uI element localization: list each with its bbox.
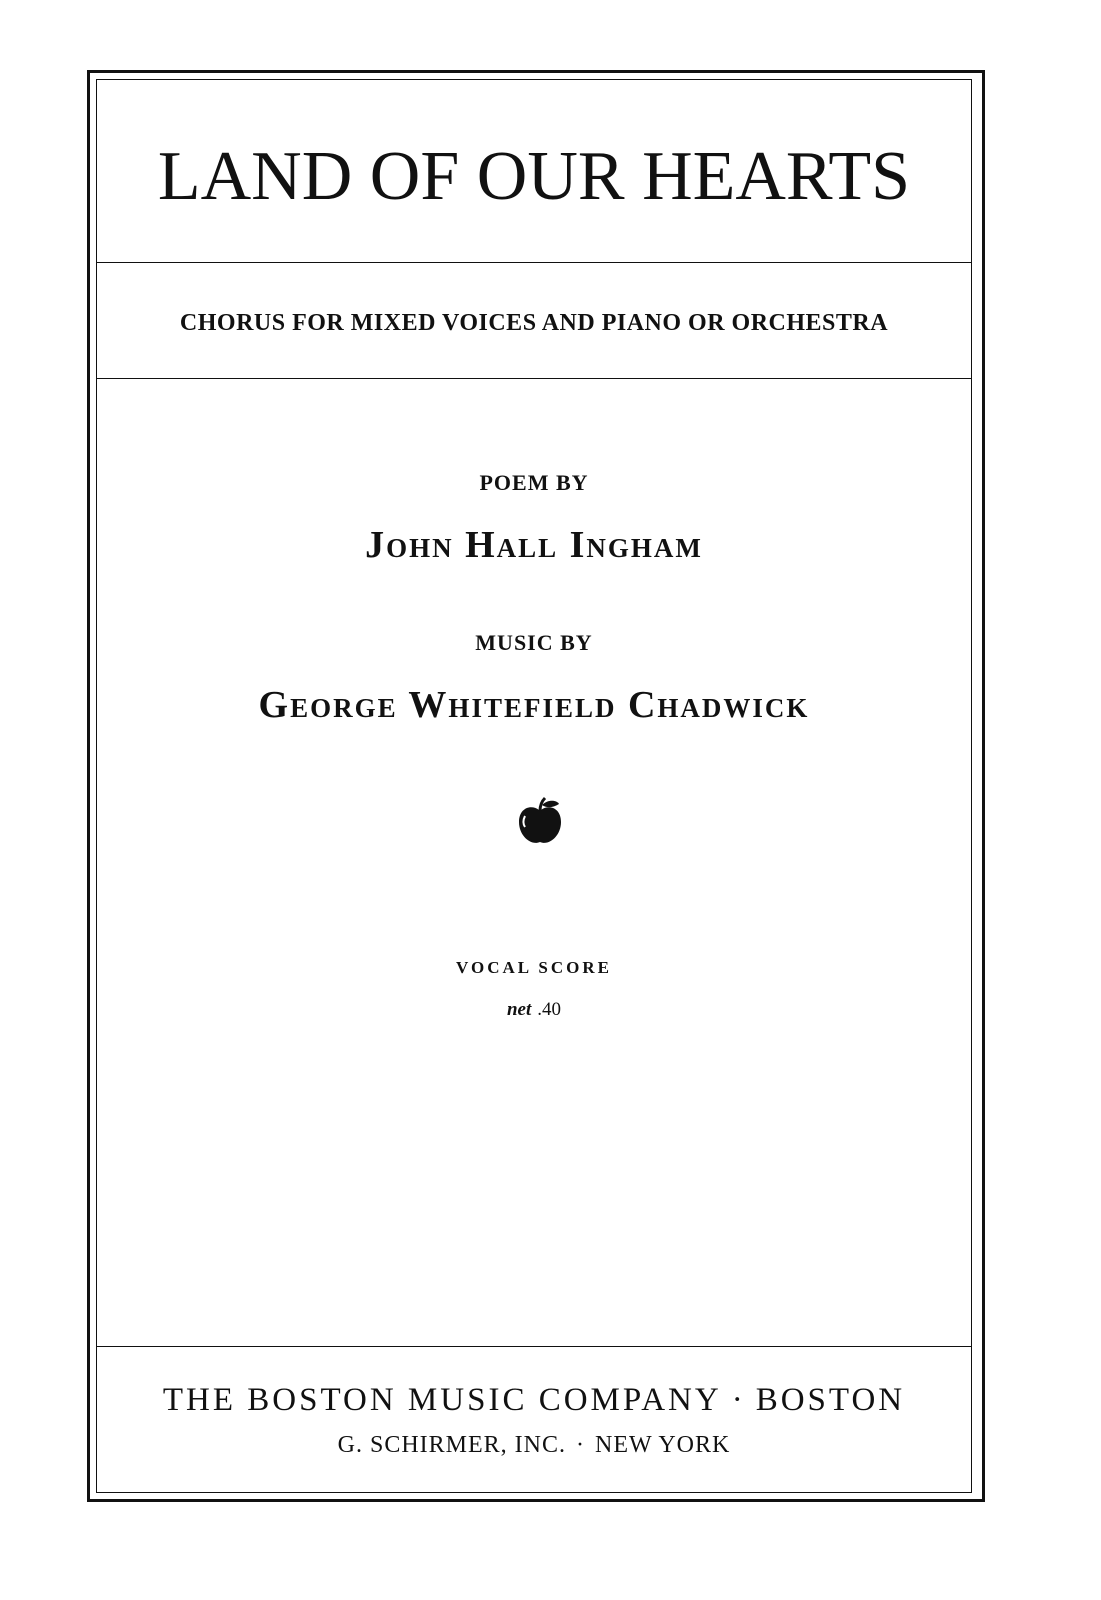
price-line xyxy=(96,996,972,1024)
composer-name: George Whitefield Chadwick xyxy=(258,684,810,726)
publisher-separator: · xyxy=(731,1382,746,1418)
subtitle: CHORUS FOR MIXED VOICES AND PIANO OR ORCHESTRA xyxy=(179,310,889,336)
inner-border xyxy=(96,79,972,1493)
poet-name: John Hall Ingham xyxy=(365,524,703,566)
agent-city: NEW YORK xyxy=(595,1432,731,1458)
subtitle-divider xyxy=(96,378,972,379)
page-title: LAND OF OUR HEARTS xyxy=(157,138,911,215)
agent-line xyxy=(96,1428,972,1462)
poem-by-label: POEM BY xyxy=(479,470,589,495)
publisher-name: THE BOSTON MUSIC COMPANY xyxy=(162,1382,722,1418)
price-prefix: net xyxy=(506,999,532,1020)
price-value: .40 xyxy=(537,999,562,1020)
apple-icon xyxy=(515,796,565,848)
publisher-line xyxy=(96,1378,972,1422)
title-divider xyxy=(96,262,972,263)
agent-name: G. SCHIRMER, INC. xyxy=(337,1432,567,1458)
publisher-divider xyxy=(96,1346,972,1347)
vocal-score-label: VOCAL SCORE xyxy=(456,958,612,977)
music-by-label: MUSIC BY xyxy=(475,630,593,655)
agent-separator: · xyxy=(576,1432,586,1458)
publisher-city: BOSTON xyxy=(755,1382,906,1418)
